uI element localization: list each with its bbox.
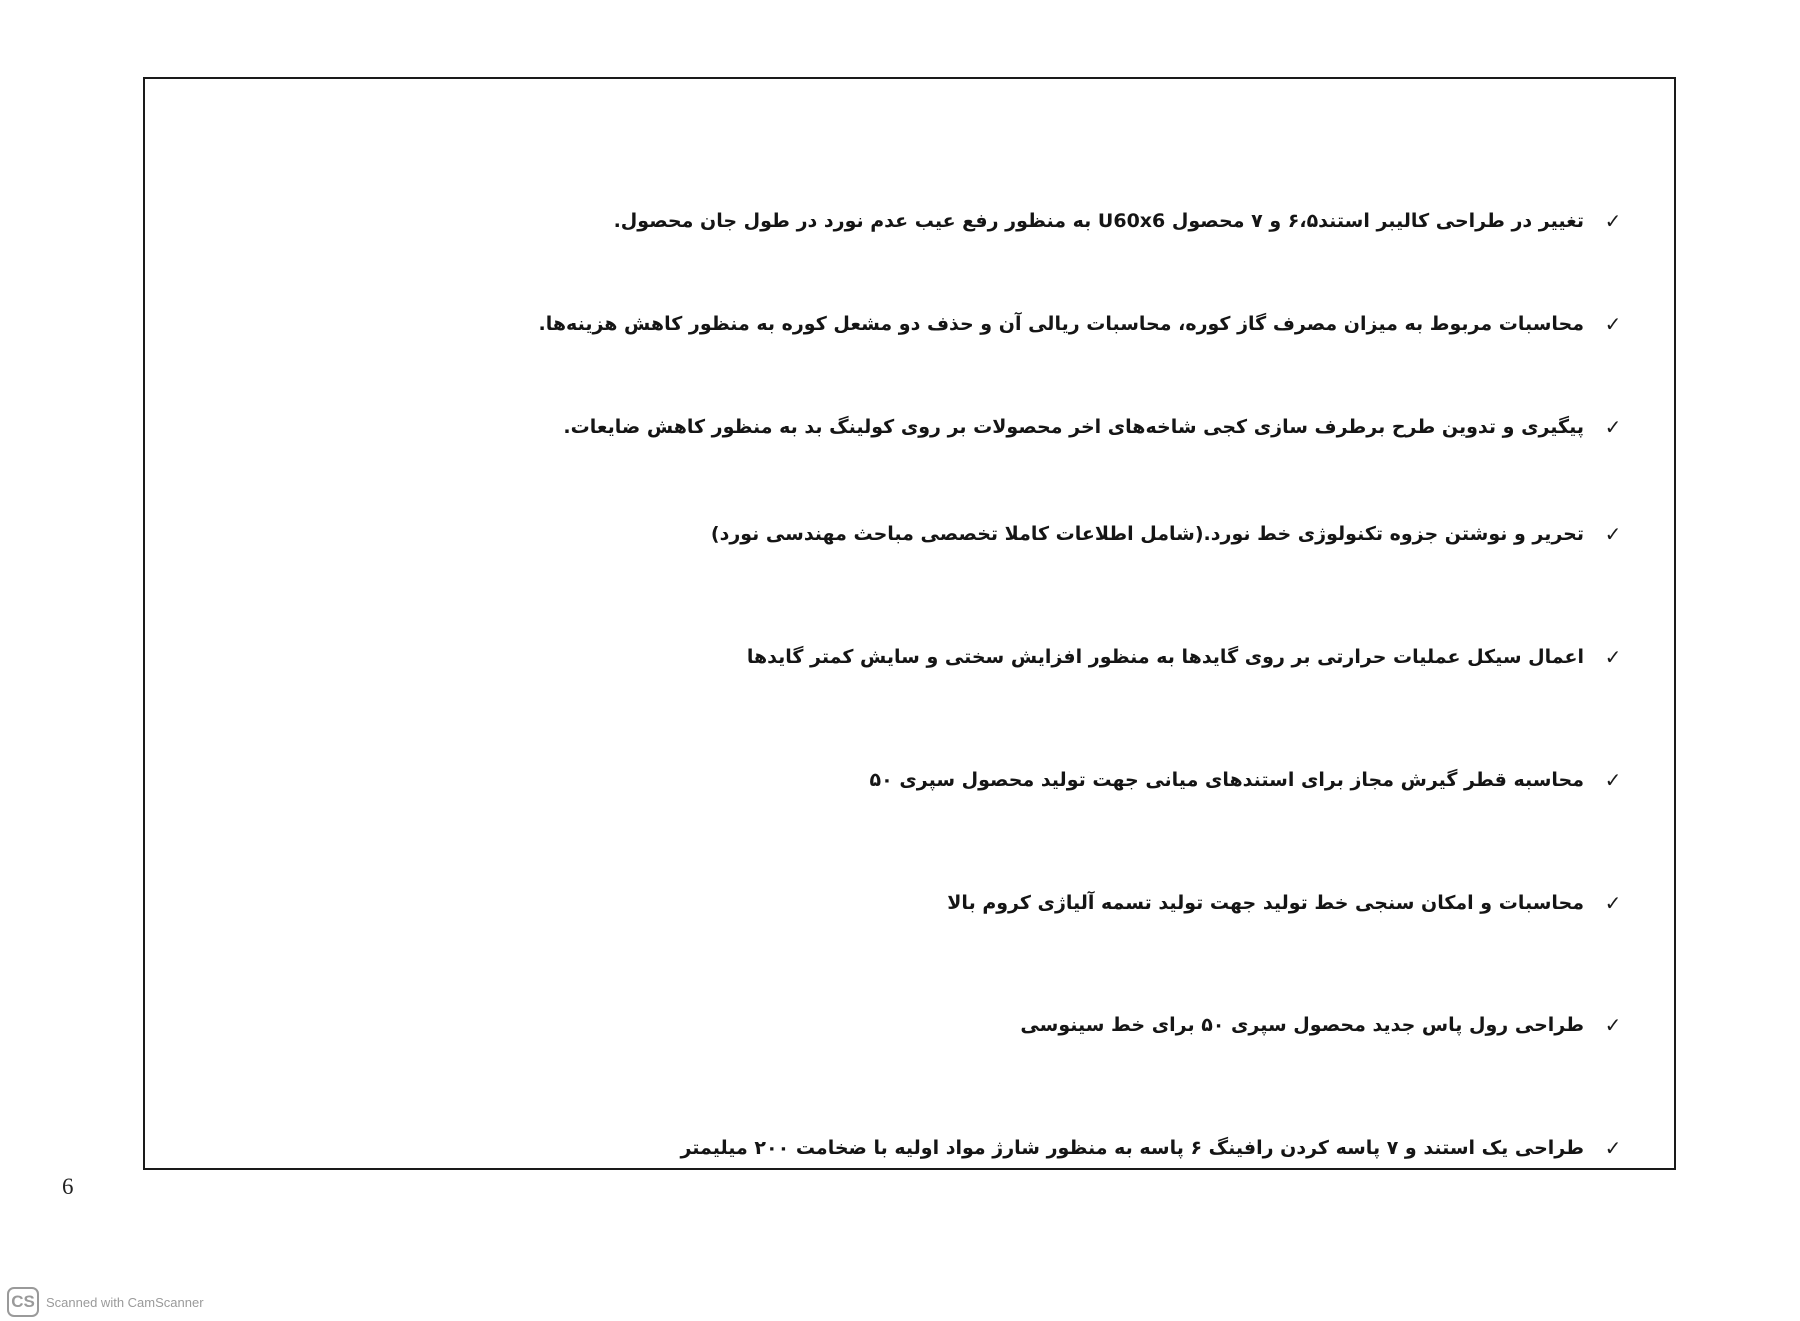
list-item <box>747 637 1624 677</box>
list-item <box>680 1128 1624 1168</box>
checkmark-icon: ✓ <box>1604 522 1622 546</box>
list-item-text: محاسبات مربوط به میزان مصرف گاز کوره، محاسبات ریالی آن و حذف دو مشعل کوره به منظور کاهش هزینه‌ها. <box>538 313 1584 335</box>
list-item <box>563 407 1624 447</box>
document-frame <box>143 77 1676 1170</box>
checkmark-icon: ✓ <box>1604 415 1622 439</box>
checkmark-icon: ✓ <box>1604 312 1622 336</box>
checkmark-icon: ✓ <box>1604 1013 1622 1037</box>
checkmark-icon: ✓ <box>1604 891 1622 915</box>
list-item <box>947 883 1624 923</box>
list-item-text: اعمال سیکل عملیات حرارتی بر روی گایدها به منظور افزایش سختی و سایش کمتر گایدها <box>746 646 1584 668</box>
list-item <box>614 201 1624 241</box>
list-item-text: محاسبه قطر گیرش مجاز برای استندهای میانی جهت تولید محصول سپری ۵۰ <box>869 769 1584 791</box>
list-item <box>539 304 1624 344</box>
list-item <box>1020 1005 1624 1045</box>
list-item-text: پیگیری و تدوین طرح برطرف سازی کجی شاخه‌های اخر محصولات بر روی کولینگ بد به منظور کاهش ضایعات. <box>563 416 1584 438</box>
list-item-text: محاسبات و امکان سنجی خط تولید جهت تولید تسمه آلیاژی کروم بالا <box>947 892 1584 914</box>
list-item <box>711 514 1624 554</box>
list-item-text: تغییر در طراحی کالیبر استند۶،۵ و ۷ محصول U60x6 به منظور رفع عیب عدم نورد در طول جان محصول. <box>613 210 1584 232</box>
checkmark-icon: ✓ <box>1604 209 1622 233</box>
camscanner-logo-icon: CS <box>7 1287 39 1317</box>
list-item <box>870 760 1624 800</box>
list-item-text: طراحی یک استند و ۷ پاسه کردن رافینگ ۶ پاسه به منظور شارژ مواد اولیه با ضخامت ۲۰۰ میلیمتر <box>680 1137 1584 1159</box>
list-item-text: تحریر و نوشتن جزوه تکنولوژی خط نورد.(شامل اطلاعات کاملا تخصصی مباحث مهندسی نورد) <box>710 523 1584 545</box>
checkmark-icon: ✓ <box>1604 768 1622 792</box>
camscanner-watermark <box>7 1287 204 1317</box>
page-number: 6 <box>62 1174 74 1199</box>
list-item-text: طراحی رول پاس جدید محصول سپری ۵۰ برای خط سینوسی <box>1020 1014 1584 1036</box>
camscanner-text: Scanned with CamScanner <box>46 1294 204 1310</box>
checkmark-icon: ✓ <box>1604 1136 1622 1160</box>
checkmark-icon: ✓ <box>1604 645 1622 669</box>
